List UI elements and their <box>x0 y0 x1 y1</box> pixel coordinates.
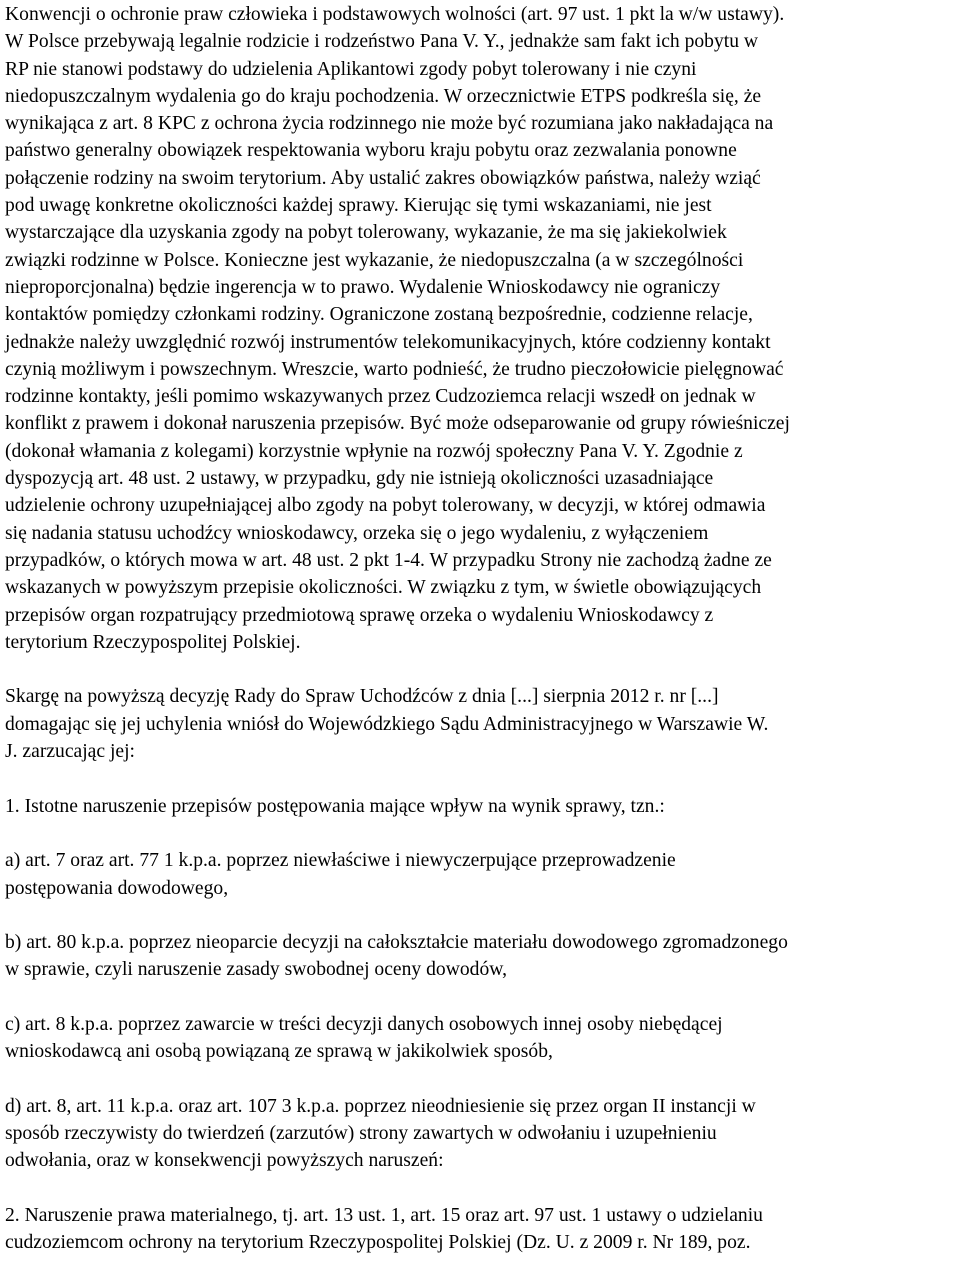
text-line: udzielenie ochrony uzupełniającej albo zgody na pobyt tolerowany, w decyzji, w której odmawia <box>5 495 766 517</box>
text-line: sposób rzeczywisty do twierdzeń (zarzutów) strony zawartych w odwołaniu i uzupełnieniu <box>5 1123 717 1145</box>
text-line: konflikt z prawem i dokonał naruszenia przepisów. Być może odseparowanie od grupy rówieśniczej <box>5 413 790 435</box>
list-item-point-a <box>5 847 956 902</box>
paragraph-spacer <box>5 984 956 1011</box>
list-item-point-2 <box>5 1202 956 1257</box>
text-line: 1. Istotne naruszenie przepisów postępowania mające wpływ na wynik sprawy, tzn.: <box>5 795 665 817</box>
text-line: wnioskodawcą ani osobą powiązaną ze sprawą w jakikolwiek sposób, <box>5 1041 553 1063</box>
text-line: jednakże należy uwzględnić rozwój instrumentów telekomunikacyjnych, które codzienny kontakt <box>5 331 771 353</box>
text-line: J. zarzucając jej: <box>5 741 135 763</box>
paragraph-spacer <box>5 656 956 683</box>
text-line: W Polsce przebywają legalnie rodzicie i rodzeństwo Pana V. Y., jednakże sam fakt ich pobytu w <box>5 31 759 53</box>
text-line: domagając się jej uchylenia wniósł do Wojewódzkiego Sądu Administracyjnego w Warszawie W. <box>5 713 769 735</box>
paragraph-spacer <box>5 765 956 792</box>
text-line: przepisów organ rozpatrujący przedmiotową sprawę orzeka o wydaleniu Wnioskodawcy z <box>5 604 714 626</box>
text-line: związki rodzinne w Polsce. Konieczne jest wykazanie, że niedopuszczalna (a w szczególności <box>5 249 744 271</box>
text-line: państwo generalny obowiązek respektowania wyboru kraju pobytu oraz zezwalania ponowne <box>5 140 737 162</box>
text-line: przypadków, o których mowa w art. 48 ust. 2 pkt 1-4. W przypadku Strony nie zachodzą żadne ze <box>5 549 772 571</box>
text-line: c) art. 8 k.p.a. poprzez zawarcie w treści decyzji danych osobowych innej osoby niebędącej <box>5 1013 723 1035</box>
paragraph-spacer <box>5 902 956 929</box>
list-item-point-b <box>5 929 956 984</box>
text-line: 2. Naruszenie prawa materialnego, tj. art. 13 ust. 1, art. 15 oraz art. 97 ust. 1 ustawy o udzielaniu <box>5 1205 763 1227</box>
list-item-point-c <box>5 1011 956 1066</box>
text-line: w sprawie, czyli naruszenie zasady swobodnej oceny dowodów, <box>5 959 508 981</box>
text-line: a) art. 7 oraz art. 77 1 k.p.a. poprzez niewłaściwe i niewyczerpujące przeprowadzenie <box>5 850 676 872</box>
paragraph-spacer <box>5 1175 956 1202</box>
text-line: odwołania, oraz w konsekwencji powyższych naruszeń: <box>5 1150 444 1172</box>
text-line: niedopuszczalnym wydalenia go do kraju pochodzenia. W orzecznictwie ETPS podkreśla się, że <box>5 85 762 107</box>
paragraph-spacer <box>5 820 956 847</box>
text-line: Skargę na powyższą decyzję Rady do Spraw Uchodźców z dnia [...] sierpnia 2012 r. nr [...] <box>5 686 719 708</box>
text-line: połączenie rodziny na swoim terytorium. Aby ustalić zakres obowiązków państwa, należy wziąć <box>5 167 761 189</box>
text-line: kontaktów pomiędzy członkami rodziny. Ograniczone zostaną bezpośrednie, codzienne relacje, <box>5 304 753 326</box>
text-line: Konwencji o ochronie praw człowieka i podstawowych wolności (art. 97 ust. 1 pkt la w/w ustawy). <box>5 4 785 25</box>
text-line: czynią możliwym i powszechnym. Wreszcie, warto podnieść, że trudno pieczołowicie pielęgnować <box>5 358 784 380</box>
text-line: RP nie stanowi podstawy do udzielenia Aplikantowi zgody pobyt tolerowany i nie czyni <box>5 58 697 80</box>
text-line: (dokonał włamania z kolegami) korzystnie wpłynie na rozwój społeczny Pana V. Y. Zgodnie z <box>5 440 743 462</box>
text-line: wynikająca z art. 8 KPC z ochrona życia rodzinnego nie może być rozumiana jako nakładająca na <box>5 113 774 135</box>
text-line: b) art. 80 k.p.a. poprzez nieoparcie decyzji na całokształcie materiału dowodowego zgromadzonego <box>5 932 788 954</box>
text-line: d) art. 8, art. 11 k.p.a. oraz art. 107 3 k.p.a. poprzez nieodniesienie się przez organ II instancji w <box>5 1095 756 1117</box>
paragraph-spacer <box>5 1066 956 1093</box>
text-line: pod uwagę konkretne okoliczności każdej sprawy. Kierując się tymi wskazaniami, nie jest <box>5 195 712 217</box>
list-item-point-1 <box>5 793 956 820</box>
text-line: terytorium Rzeczypospolitej Polskiej. <box>5 631 301 653</box>
text-line: dyspozycją art. 48 ust. 2 ustawy, w przypadku, gdy nie istnieją okoliczności uzasadniające <box>5 468 714 490</box>
text-line: się nadania statusu uchodźcy wnioskodawcy, orzeka się o jego wydaleniu, z wyłączeniem <box>5 522 709 544</box>
text-line: cudzoziemcom ochrony na terytorium Rzeczypospolitej Polskiej (Dz. U. z 2009 r. Nr 189, poz. <box>5 1232 751 1254</box>
text-line: nieproporcjonalna) będzie ingerencja w to prawo. Wydalenie Wnioskodawcy nie ograniczy <box>5 276 721 298</box>
paragraph-complaint <box>5 683 956 765</box>
list-item-point-d <box>5 1093 956 1175</box>
text-line: wystarczające dla uzyskania zgody na pobyt tolerowany, wykazanie, że ma się jakiekolwiek <box>5 222 727 244</box>
text-line: wskazanych w powyższym przepisie okoliczności. W związku z tym, w świetle obowiązujących <box>5 577 762 599</box>
paragraph-body <box>5 1 956 656</box>
text-line: postępowania dowodowego, <box>5 877 229 899</box>
text-line: rodzinne kontakty, jeśli pomimo wskazywanych przez Cudzoziemca relacji wszedł on jednak w <box>5 386 756 408</box>
